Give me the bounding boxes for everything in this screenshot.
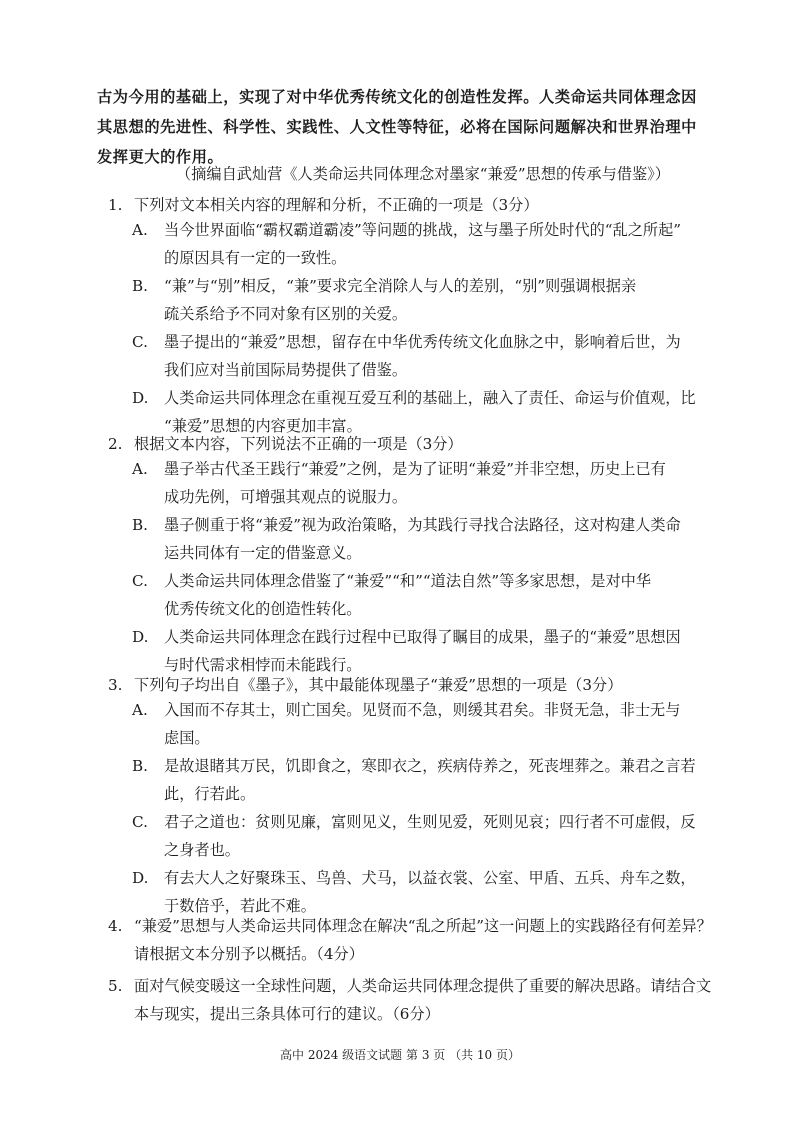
- option-c: [108, 328, 718, 384]
- question-5: [108, 975, 718, 1028]
- option-label: D.: [132, 869, 149, 887]
- option-label: C.: [132, 333, 148, 351]
- option-text: 墨子提出的“兼爱”思想，留存在中华优秀传统文化血脉之中，影响着后世，为: [164, 333, 681, 351]
- option-label: C.: [132, 572, 148, 590]
- option-text: 与时代需求相悖而未能践行。: [164, 656, 362, 674]
- question-number: 3.: [108, 676, 123, 694]
- option-text: 疏关系给予不同对象有区别的关爱。: [164, 305, 407, 323]
- option-text: 入国而不存其士，则亡国矣。见贤而不急，则缓其君矣。非贤无急，非士无与: [164, 701, 681, 719]
- question-stem: [108, 972, 718, 1028]
- option-label: C.: [132, 813, 148, 831]
- option-b: [108, 272, 718, 328]
- option-text: 墨子举古代圣王践行“兼爱”之例，是为了证明“兼爱”并非空想，历史上已有: [164, 460, 666, 478]
- option-a: [108, 455, 718, 511]
- intro-line: 发挥更大的作用。: [97, 148, 224, 166]
- question-1: [108, 194, 718, 440]
- option-label: D.: [132, 389, 149, 407]
- option-label: B.: [132, 516, 148, 534]
- option-text: 人类命运共同体理念在践行过程中已取得了瞩目的成果，墨子的“兼爱”思想因: [164, 628, 681, 646]
- question-text: 根据文本内容，下列说法不正确的一项是（3分）: [134, 435, 463, 453]
- question-4: [108, 915, 718, 968]
- question-stem: [108, 674, 718, 696]
- intro-line: 其思想的先进性、科学性、实践性、人文性等特征，必将在国际问题解决和世界治理中: [97, 118, 697, 136]
- question-3: [108, 674, 718, 920]
- option-text: 于数倍乎，若此不难。: [164, 897, 316, 915]
- option-text: 我们应对当前国际局势提供了借鉴。: [164, 361, 407, 379]
- option-text: 君子之道也：贫则见廉，富则见义，生则见爱，死则见哀；四行者不可虚假，反: [164, 813, 696, 831]
- option-label: D.: [132, 628, 149, 646]
- question-stem: [108, 194, 718, 216]
- question-2: [108, 433, 718, 679]
- option-c: [108, 567, 718, 623]
- option-text: 成功先例，可增强其观点的说服力。: [164, 488, 407, 506]
- question-text: 下列句子均出自《墨子》，其中最能体现墨子“兼爱”思想的一项是（3分）: [134, 676, 623, 694]
- question-number: 1.: [108, 196, 123, 214]
- page-footer: 高中 2024 级语文试题 第 3 页 （共 10 页）: [280, 1048, 520, 1062]
- question-number: 4.: [108, 917, 123, 935]
- option-label: A.: [132, 701, 148, 719]
- option-text: 有去大人之好聚珠玉、鸟兽、犬马，以益衣裳、公室、甲盾、五兵、舟车之数，: [164, 869, 696, 887]
- option-text: 墨子侧重于将“兼爱”视为政治策略，为其践行寻找合法路径，这对构建人类命: [164, 516, 681, 534]
- question-number: 2.: [108, 435, 123, 453]
- option-c: [108, 808, 718, 864]
- option-text: 运共同体有一定的借鉴意义。: [164, 544, 362, 562]
- option-b: [108, 752, 718, 808]
- question-text: 下列对文本相关内容的理解和分析，不正确的一项是（3分）: [134, 196, 539, 214]
- option-label: A.: [132, 460, 148, 478]
- question-number: 5.: [108, 977, 123, 995]
- option-text: 优秀传统文化的创造性转化。: [164, 600, 362, 618]
- option-text: 当今世界面临“霸权霸道霸凌”等问题的挑战，这与墨子所处时代的“乱之所起”: [164, 221, 682, 239]
- option-text: 人类命运共同体理念借鉴了“兼爱”“和”“道法自然”等多家思想，是对中华: [164, 572, 652, 590]
- option-text: 是故退睹其万民，饥即食之，寒即衣之，疾病侍养之，死丧埋葬之。兼君之言若: [164, 757, 696, 775]
- option-text: “兼”与“别”相反，“兼”要求完全消除人与人的差别，“别”则强调根据亲: [164, 277, 637, 295]
- passage-source: （摘编自武灿营《人类命运共同体理念对墨家“兼爱”思想的传承与借鉴》）: [176, 165, 670, 183]
- option-text: 此，行若此。: [164, 785, 256, 803]
- option-text: 之身者也。: [164, 841, 240, 859]
- option-d: [108, 623, 718, 679]
- option-text: “兼爱”思想的内容更加丰富。: [164, 417, 362, 435]
- question-stem: [108, 912, 718, 968]
- question-text: 面对气候变暖这一全球性问题，人类命运共同体理念提供了重要的解决思路。请结合文本与现实，提出三条具体可行的建议。（6分）: [134, 977, 712, 1023]
- intro-passage: [97, 82, 717, 172]
- option-text: 人类命运共同体理念在重视互爱互利的基础上，融入了责任、命运与价值观，比: [164, 389, 696, 407]
- question-text: “兼爱”思想与人类命运共同体理念在解决“乱之所起”这一问题上的实践路径有何差异？请根据文本分别予以概括。（4分）: [134, 917, 712, 963]
- option-text: 虑国。: [164, 729, 210, 747]
- option-a: [108, 696, 718, 752]
- option-label: A.: [132, 221, 148, 239]
- option-label: B.: [132, 277, 148, 295]
- option-label: B.: [132, 757, 148, 775]
- option-b: [108, 511, 718, 567]
- question-stem: [108, 433, 718, 455]
- option-d: [108, 384, 718, 440]
- option-a: [108, 216, 718, 272]
- intro-line: 古为今用的基础上，实现了对中华优秀传统文化的创造性发挥。人类命运共同体理念因: [97, 88, 697, 106]
- option-text: 的原因具有一定的一致性。: [164, 249, 347, 267]
